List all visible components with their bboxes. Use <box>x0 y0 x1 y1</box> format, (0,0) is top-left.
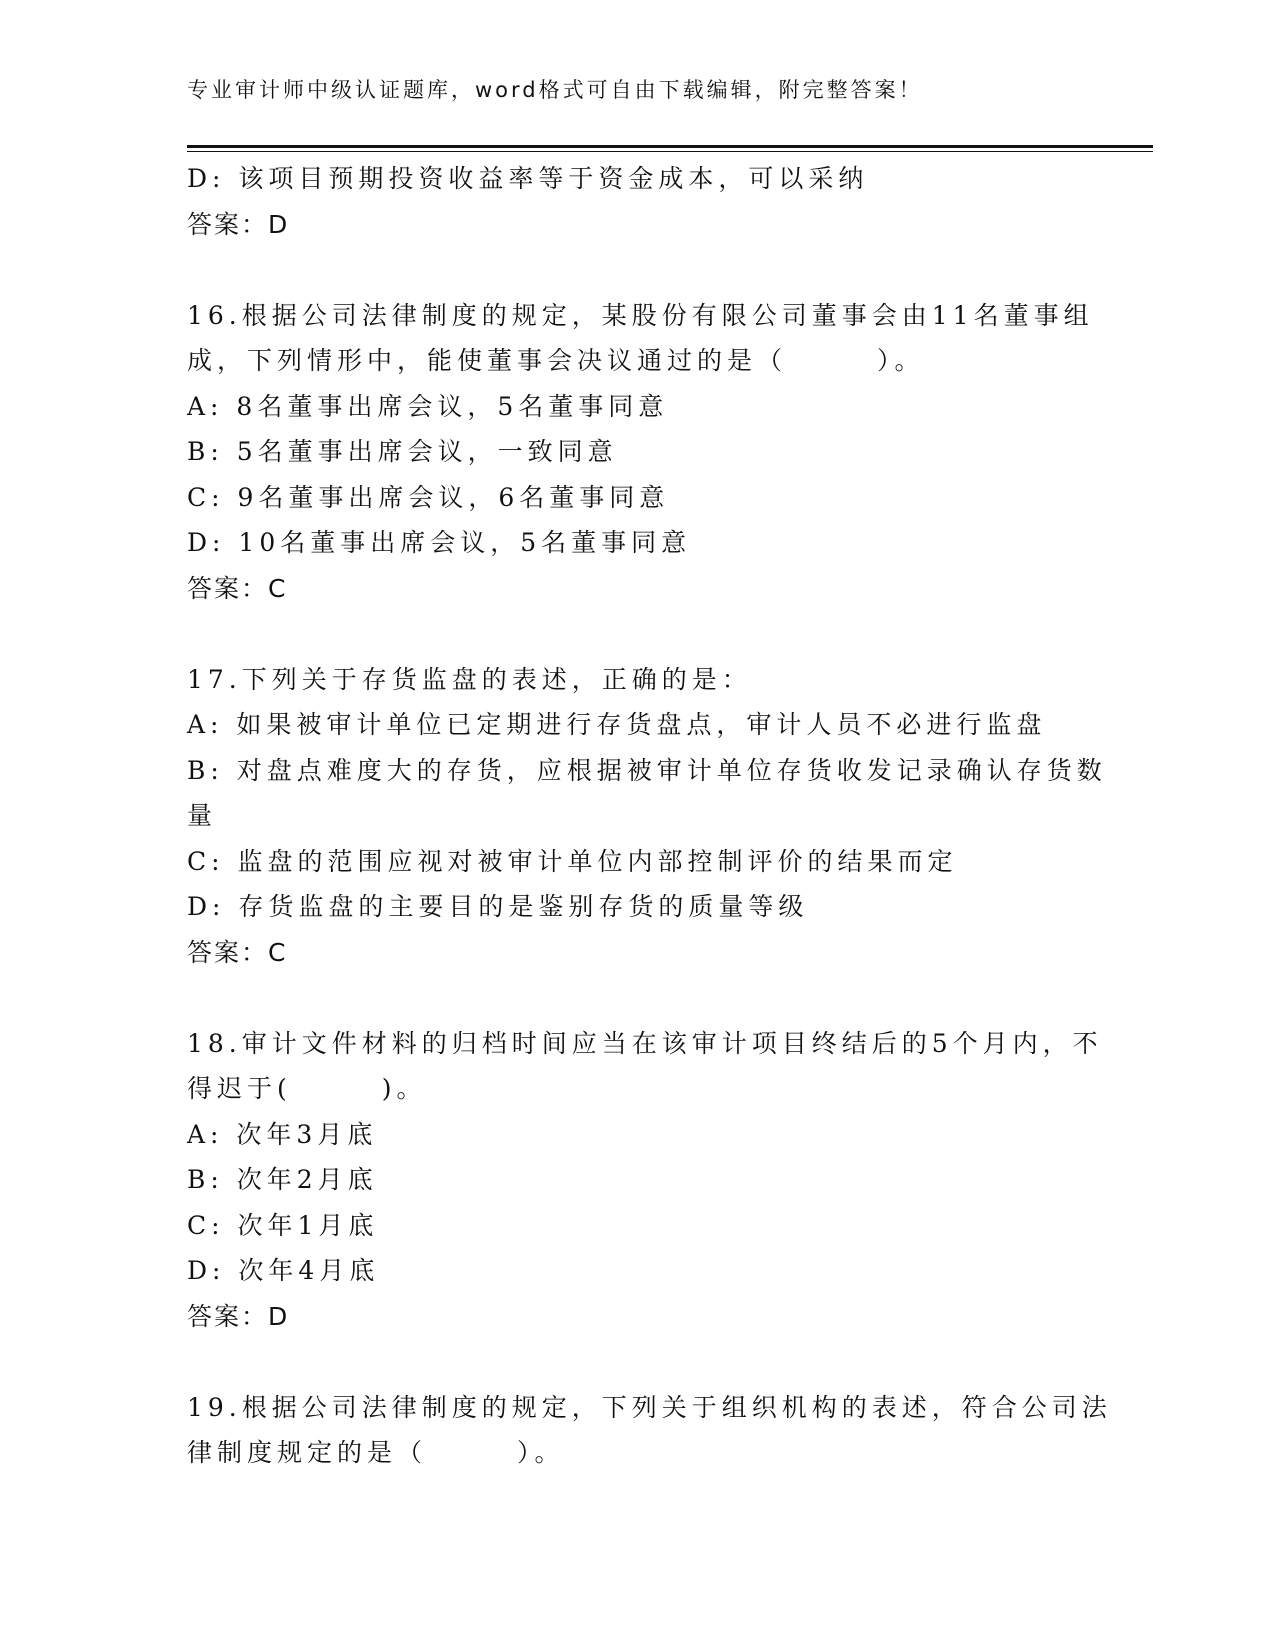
answer: 答案：D <box>187 209 290 239</box>
question-stem: 17.下列关于存货监盘的表述，正确的是： <box>187 664 752 694</box>
option-c: C: 次年1月底 <box>187 1210 379 1240</box>
option-a: A: 如果被审计单位已定期进行存货盘点，审计人员不必进行监盘 <box>187 710 1047 739</box>
header-rule-thick <box>187 145 1153 148</box>
question-stem: 律制度规定的是（ ）。 <box>187 1438 565 1467</box>
option-d: D: 该项目预期投资收益率等于资金成本，可以采纳 <box>187 164 869 193</box>
question-stem: 得迟于( )。 <box>187 1074 427 1103</box>
option-c: C: 监盘的范围应视对被审计单位内部控制评价的结果而定 <box>187 846 958 876</box>
page-header: 专业审计师中级认证题库，word格式可自由下载编辑，附完整答案！ <box>187 78 923 102</box>
option-c: C: 9名董事出席会议，6名董事同意 <box>187 482 670 512</box>
option-b: B: 次年2月底 <box>187 1165 378 1194</box>
answer: 答案：C <box>187 573 288 603</box>
option-d: D: 次年4月底 <box>187 1256 380 1285</box>
document-body <box>187 156 1112 1476</box>
option-d: D: 存货监盘的主要目的是鉴别存货的质量等级 <box>187 892 809 921</box>
answer: 答案：D <box>187 1301 290 1331</box>
option-d: D: 10名董事出席会议，5名董事同意 <box>187 528 692 557</box>
option-a: A: 次年3月底 <box>187 1119 378 1149</box>
question-stem: 18.审计文件材料的归档时间应当在该审计项目终结后的5个月内，不 <box>187 1028 1103 1058</box>
option-b: B: 对盘点难度大的存货，应根据被审计单位存货收发记录确认存货数 <box>187 755 1107 785</box>
question-stem: 16.根据公司法律制度的规定，某股份有限公司董事会由11名董事组 <box>187 300 1094 330</box>
option-b-continued: 量 <box>187 801 218 830</box>
answer: 答案：C <box>187 937 288 967</box>
question-stem: 19.根据公司法律制度的规定，下列关于组织机构的表述，符合公司法 <box>187 1392 1112 1422</box>
option-b: B: 5名董事出席会议，一致同意 <box>187 437 618 466</box>
option-a: A: 8名董事出席会议，5名董事同意 <box>187 391 669 421</box>
header-rule-thin <box>187 151 1153 152</box>
question-stem: 成，下列情形中，能使董事会决议通过的是（ ）。 <box>187 346 925 375</box>
